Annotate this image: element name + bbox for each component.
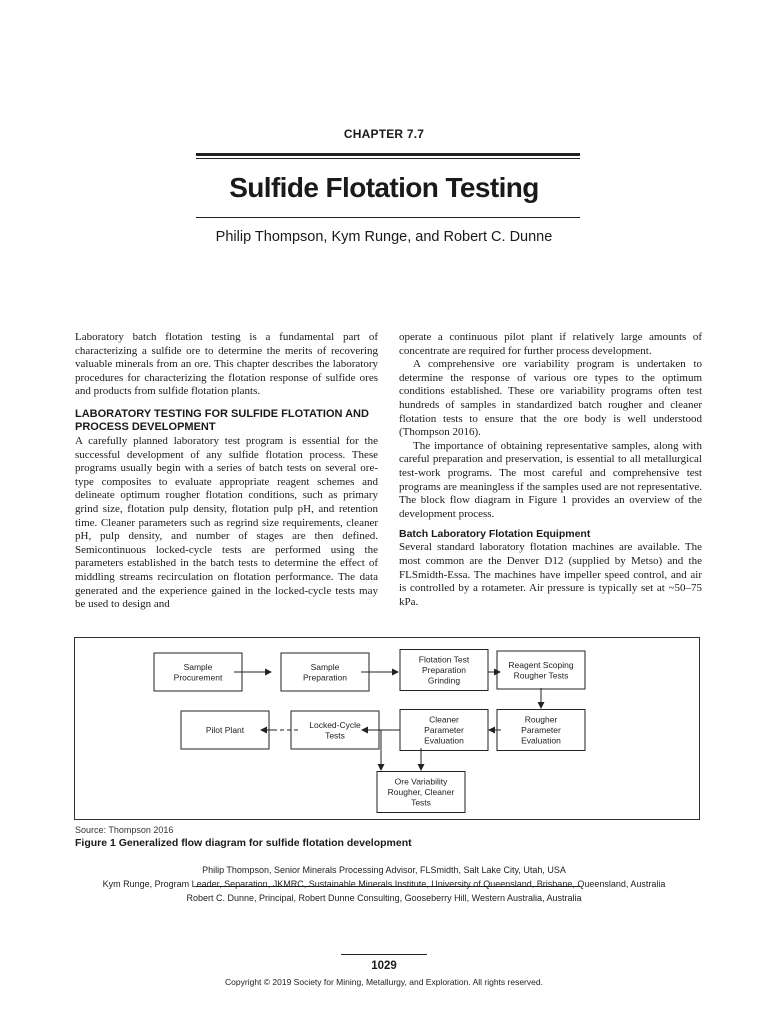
box-label-line: Evaluation <box>424 735 464 746</box>
affiliation-dunne: Robert C. Dunne, Principal, Robert Dunne Consulting, Gooseberry Hill, Western Australia, Australia <box>186 893 582 903</box>
box-label-line: Flotation Test <box>418 654 470 665</box>
box-label-line: Ore Variability <box>394 776 448 787</box>
box-reagent-scoping <box>497 651 585 689</box>
figure-source: Source: Thompson 2016 <box>75 825 174 835</box>
chapter-label: CHAPTER 7.7 <box>343 127 425 141</box>
box-label-line: Evaluation <box>521 735 561 746</box>
body-paragraph: A carefully planned laboratory test program is essential for the successful development of any sulfide flotation process. These programs usually begin with a series of batch tests on several ore-type composites to evaluate appropriate reagent schemes and delineate optimum rougher flotation conditions, such as primary grind size, flotation pulp density, flotation pulp pH, and retention time. Cleaner parameters such as regrind size requirements, cleaner pH, pulp density, and number of stages are then defined. Semicontinuous locked-cycle tests are performed using the parameters established in the batch tests to determine the effect of middling streams recirculation on flotation performance. The data generated and the experience gained in the locked-cycle tests may be used to design and <box>75 434 378 611</box>
body-paragraph: Several standard laboratory flotation machines are available. The most common are the Denver D12 (supplied by Metso) and the FLSmidth-Essa. The machines have impeller speed control, and air is controlled by a rotameter. Air pressure is typically set at ~50–75 kPa. <box>399 541 702 608</box>
right-column <box>399 331 702 609</box>
box-sample-procurement <box>154 653 242 691</box>
box-label-line: Rougher, Cleaner <box>387 787 455 797</box>
figure-caption: Figure 1 Generalized flow diagram for sulfide flotation development <box>75 837 412 849</box>
box-label-line: Grinding <box>427 675 461 686</box>
intro-paragraph: Laboratory batch flotation testing is a fundamental part of characterizing a sulfide ore to determine the merits of recovering valuable minerals from an ore. This chapter describes the laboratory procedures for characterizing the flotation response of sulfide ores and products from sulfide flotation plants. <box>75 331 378 398</box>
box-cleaner-parameter <box>400 710 488 751</box>
body-paragraph: The importance of obtaining representative samples, along with careful preparation and preservation, is essential to all metallurgical test-work programs. The most careful and comprehensive test programs are meaningless if the samples used are not representative. The block flow diagram in Figure 1 provides an overview of the development process. <box>399 439 702 520</box>
box-rougher-parameter <box>497 710 585 751</box>
figure-frame <box>74 637 700 820</box>
box-label-line: Reagent Scoping <box>508 659 574 670</box>
box-ore-variability <box>377 772 465 813</box>
box-label-line: Procurement <box>173 672 223 683</box>
box-label-line: Pilot Plant <box>205 725 245 735</box>
box-label-line: Tests <box>325 730 345 741</box>
box-label-line: Sample <box>310 661 340 672</box>
subsection-heading: Batch Laboratory Flotation Equipment <box>399 528 591 541</box>
box-label-line: Rougher Tests <box>513 670 569 681</box>
body-paragraph: A comprehensive ore variability program is undertaken to determine the response of various ore types to the optimum conditions established. These ore variability programs often test hundreds of samples in standardized batch rougher and cleaner flotation tests to ensure that the ore body is well understood (Thompson 2016). <box>399 358 702 439</box>
box-label-line: Parameter <box>521 725 561 735</box>
flow-diagram <box>75 638 699 819</box>
left-column <box>75 331 378 612</box>
affiliation-runge: Kym Runge, Program Leader, Separation, JKMRC, Sustainable Minerals Institute, University of Queensland, Brisbane, Queensland, Australia <box>102 879 666 889</box>
header-rule-thin <box>196 158 580 159</box>
box-label-line: Tests <box>411 797 431 808</box>
section-heading: LABORATORY TESTING FOR SULFIDE FLOTATION AND PROCESS DEVELOPMENT <box>75 407 369 433</box>
author-list: Philip Thompson, Kym Runge, and Robert C. Dunne <box>215 229 553 245</box>
box-label-line: Cleaner <box>429 714 459 725</box>
title-rule <box>196 217 580 218</box>
box-label-line: Preparation <box>422 665 466 675</box>
affiliation-thompson: Philip Thompson, Senior Minerals Processing Advisor, FLSmidth, Salt Lake City, Utah, USA <box>202 865 566 875</box>
box-flotation-test-preparation <box>400 650 488 691</box>
header-rule-thick <box>196 153 580 156</box>
box-pilot-plant <box>181 711 269 749</box>
page-number-rule <box>341 954 427 955</box>
box-label-line: Rougher <box>524 714 558 725</box>
box-label-line: Preparation <box>303 672 347 683</box>
copyright-notice: Copyright © 2019 Society for Mining, Metallurgy, and Exploration. All rights reserved. <box>225 977 543 987</box>
box-label-line: Sample <box>183 661 213 672</box>
chapter-title: Sulfide Flotation Testing <box>229 172 539 203</box>
page-number: 1029 <box>371 960 397 972</box>
box-label-line: Locked-Cycle <box>309 719 361 730</box>
box-sample-preparation <box>281 653 369 691</box>
body-paragraph: operate a continuous pilot plant if relatively large amounts of concentrate are required for further process development. <box>399 331 702 357</box>
box-label-line: Parameter <box>424 725 464 735</box>
